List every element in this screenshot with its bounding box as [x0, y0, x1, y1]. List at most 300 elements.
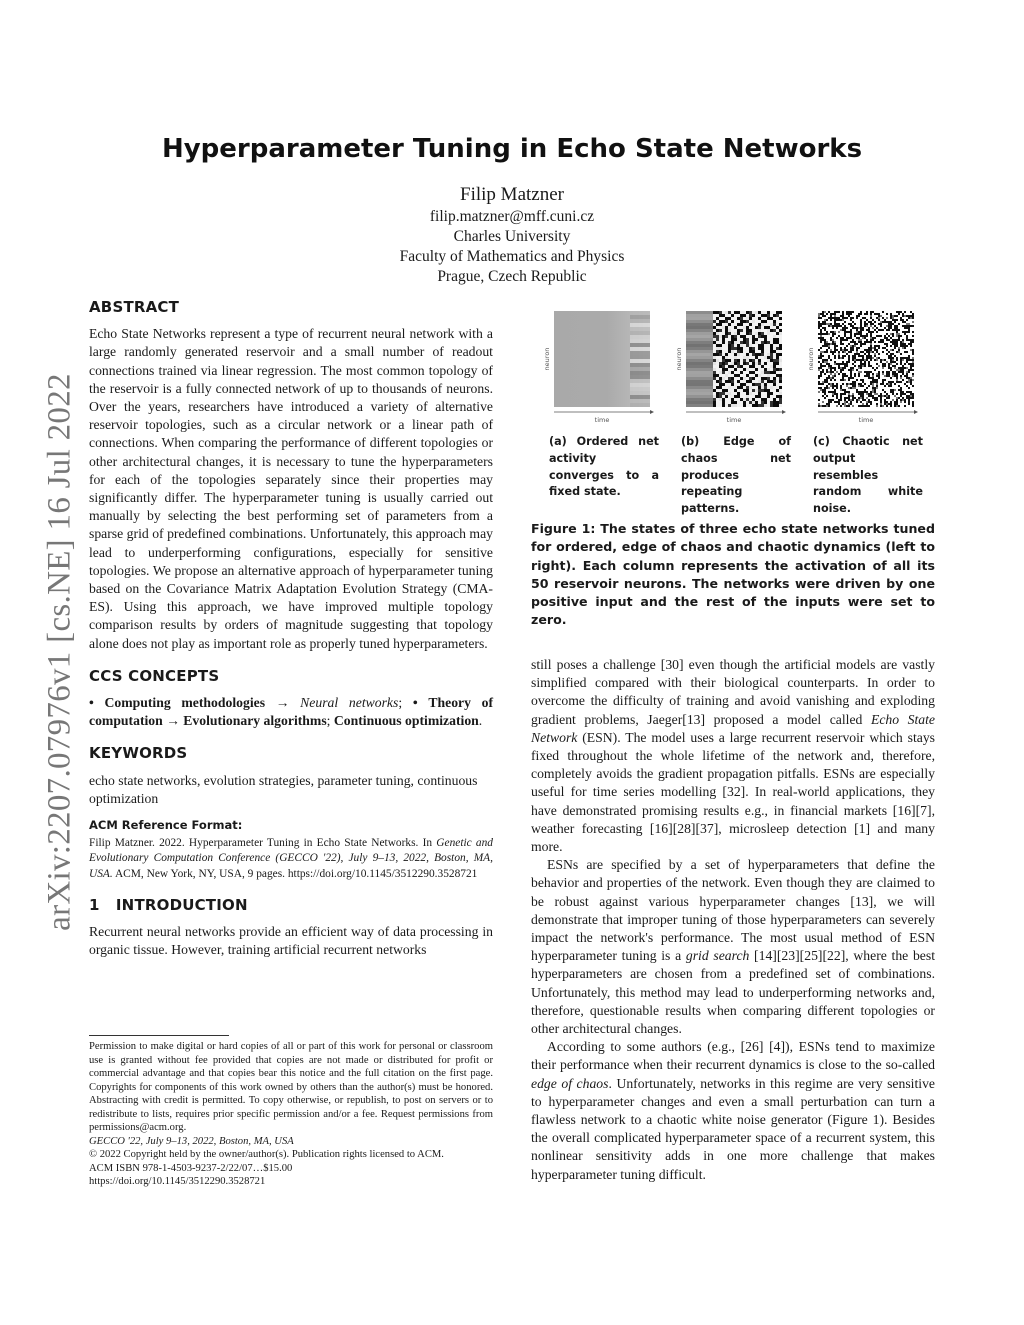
chaotic-texture-cell: [850, 337, 852, 339]
edge-texture-cell: [698, 344, 701, 347]
edge-texture-cell: [701, 359, 704, 362]
edge-texture-cell: [776, 383, 779, 386]
chaotic-texture-cell: [888, 355, 890, 357]
chaotic-texture-cell: [886, 353, 888, 355]
chaotic-texture-cell: [850, 395, 852, 397]
edge-texture-cell: [728, 401, 731, 404]
chaotic-texture-cell: [846, 313, 848, 315]
chaotic-texture-cell: [864, 337, 866, 339]
edge-texture-cell: [770, 386, 773, 389]
chaotic-texture-cell: [852, 363, 854, 365]
chaotic-texture-cell: [852, 339, 854, 341]
chaotic-texture-cell: [900, 369, 902, 371]
edge-texture-cell: [758, 344, 761, 347]
ordered-texture-cell: [630, 331, 650, 335]
edge-texture-cell: [695, 383, 698, 386]
chaotic-texture-cell: [852, 369, 854, 371]
chaotic-texture-cell: [910, 381, 912, 383]
edge-texture-cell: [734, 311, 737, 314]
edge-texture-cell: [686, 374, 689, 377]
edge-texture-cell: [767, 359, 770, 362]
chaotic-texture-cell: [904, 351, 906, 353]
chaotic-texture-cell: [826, 361, 828, 363]
edge-texture-cell: [713, 335, 716, 338]
chaotic-texture-cell: [858, 399, 860, 401]
chaotic-texture-cell: [878, 315, 880, 317]
chaotic-texture-cell: [890, 363, 892, 365]
chaotic-texture-cell: [906, 361, 908, 363]
edge-texture-cell: [740, 362, 743, 365]
edge-texture-cell: [764, 332, 767, 335]
edge-texture-cell: [692, 353, 695, 356]
chaotic-texture-cell: [824, 389, 826, 391]
chaotic-texture-cell: [880, 335, 882, 337]
chaotic-texture-cell: [886, 343, 888, 345]
edge-texture-cell: [779, 386, 782, 389]
edge-texture-cell: [770, 359, 773, 362]
chaotic-texture-cell: [906, 331, 908, 333]
edge-texture-cell: [713, 356, 716, 359]
edge-texture-cell: [707, 329, 710, 332]
chaotic-texture-cell: [872, 397, 874, 399]
chaotic-texture-cell: [886, 349, 888, 351]
chaotic-texture-cell: [818, 321, 820, 323]
edge-texture-cell: [689, 347, 692, 350]
edge-texture-cell: [686, 368, 689, 371]
chaotic-texture-cell: [820, 375, 822, 377]
chaotic-texture-cell: [902, 369, 904, 371]
chaotic-texture-cell: [876, 363, 878, 365]
edge-texture-cell: [758, 326, 761, 329]
chaotic-texture-cell: [886, 403, 888, 405]
edge-texture-cell: [731, 344, 734, 347]
chaotic-texture-cell: [840, 341, 842, 343]
permission-footnote: [89, 1035, 493, 1189]
chaotic-texture-cell: [864, 361, 866, 363]
chaotic-texture-cell: [878, 341, 880, 343]
chaotic-texture-cell: [860, 391, 862, 393]
chaotic-texture-cell: [832, 395, 834, 397]
chaotic-texture-cell: [872, 383, 874, 385]
edge-texture-cell: [761, 404, 764, 407]
chaotic-texture-cell: [824, 333, 826, 335]
chaotic-texture-cell: [822, 321, 824, 323]
chaotic-texture-cell: [820, 313, 822, 315]
edge-texture-cell: [734, 395, 737, 398]
chaotic-texture-cell: [896, 393, 898, 395]
chaotic-texture-cell: [872, 327, 874, 329]
chaotic-texture-cell: [838, 355, 840, 357]
chaotic-texture-cell: [904, 347, 906, 349]
chaotic-texture-cell: [910, 359, 912, 361]
edge-texture-cell: [755, 380, 758, 383]
edge-texture-cell: [746, 347, 749, 350]
edge-texture-cell: [749, 347, 752, 350]
edge-texture-cell: [734, 350, 737, 353]
chaotic-texture-cell: [864, 343, 866, 345]
chaotic-texture-cell: [846, 397, 848, 399]
chaotic-texture-cell: [910, 393, 912, 395]
chaotic-texture-cell: [826, 405, 828, 407]
chaotic-texture-cell: [848, 387, 850, 389]
edge-texture-cell: [704, 404, 707, 407]
edge-texture-cell: [773, 365, 776, 368]
edge-texture-cell: [761, 317, 764, 320]
edge-texture-cell: [734, 320, 737, 323]
edge-texture-cell: [722, 383, 725, 386]
chaotic-texture-cell: [844, 335, 846, 337]
chaotic-texture-cell: [910, 315, 912, 317]
edge-texture-cell: [731, 383, 734, 386]
chaotic-texture-cell: [818, 333, 820, 335]
intro-p3-emphasis: edge of chaos: [531, 1075, 609, 1091]
chaotic-texture-cell: [874, 313, 876, 315]
edge-texture-cell: [740, 326, 743, 329]
edge-texture-cell: [728, 356, 731, 359]
edge-texture-cell: [737, 362, 740, 365]
ccs-concepts: [89, 694, 493, 730]
edge-texture-cell: [707, 383, 710, 386]
chaotic-texture-cell: [894, 341, 896, 343]
edge-texture-cell: [761, 356, 764, 359]
edge-texture-cell: [719, 356, 722, 359]
chaotic-texture-cell: [900, 357, 902, 359]
edge-texture-cell: [716, 404, 719, 407]
chaotic-texture-cell: [910, 349, 912, 351]
edge-texture-cell: [689, 356, 692, 359]
edge-texture-cell: [761, 350, 764, 353]
chaotic-texture-cell: [822, 383, 824, 385]
chaotic-texture-cell: [902, 343, 904, 345]
edge-texture-cell: [692, 365, 695, 368]
chaotic-texture-cell: [876, 383, 878, 385]
edge-texture-cell: [728, 365, 731, 368]
edge-texture-cell: [689, 332, 692, 335]
edge-texture-cell: [725, 398, 728, 401]
edge-texture-cell: [740, 404, 743, 407]
chaotic-texture-cell: [912, 341, 914, 343]
intro-p1-emphasis: Echo State Network: [531, 711, 935, 745]
edge-texture-cell: [737, 347, 740, 350]
edge-texture-cell: [731, 338, 734, 341]
chaotic-texture-cell: [874, 349, 876, 351]
edge-texture-cell: [743, 350, 746, 353]
chaotic-texture-cell: [904, 327, 906, 329]
edge-texture-cell: [722, 359, 725, 362]
chaotic-texture-cell: [906, 315, 908, 317]
edge-texture-cell: [713, 332, 716, 335]
edge-texture-cell: [779, 371, 782, 374]
edge-texture-cell: [761, 335, 764, 338]
edge-texture-cell: [773, 320, 776, 323]
edge-texture-cell: [743, 401, 746, 404]
chaotic-texture-cell: [886, 397, 888, 399]
chaotic-texture-cell: [848, 377, 850, 379]
edge-texture-cell: [686, 344, 689, 347]
chaotic-texture-cell: [844, 317, 846, 319]
chaotic-texture-cell: [824, 361, 826, 363]
chaotic-texture-cell: [830, 349, 832, 351]
chaotic-texture-cell: [840, 397, 842, 399]
edge-texture-cell: [710, 356, 713, 359]
edge-texture-cell: [710, 374, 713, 377]
edge-texture-cell: [779, 365, 782, 368]
edge-texture-cell: [701, 401, 704, 404]
edge-texture-cell: [755, 392, 758, 395]
edge-texture-cell: [707, 371, 710, 374]
edge-texture-cell: [743, 320, 746, 323]
axis-arrow-icon: [650, 410, 654, 414]
chaotic-texture-cell: [828, 363, 830, 365]
chaotic-texture-cell: [818, 381, 820, 383]
edge-texture-cell: [701, 332, 704, 335]
chaotic-texture-cell: [832, 385, 834, 387]
edge-texture-cell: [749, 350, 752, 353]
edge-texture-cell: [749, 371, 752, 374]
chaotic-texture-cell: [888, 329, 890, 331]
chaotic-texture-cell: [880, 321, 882, 323]
chaotic-texture-cell: [868, 377, 870, 379]
chaotic-texture-cell: [874, 379, 876, 381]
edge-texture-cell: [710, 365, 713, 368]
chaotic-texture-cell: [908, 329, 910, 331]
edge-texture-cell: [779, 383, 782, 386]
edge-texture-cell: [698, 332, 701, 335]
chaotic-texture-cell: [898, 311, 900, 313]
edge-texture-cell: [731, 371, 734, 374]
chaotic-texture-cell: [874, 399, 876, 401]
chaotic-texture-cell: [870, 383, 872, 385]
chaotic-texture-cell: [824, 329, 826, 331]
edge-texture-cell: [764, 341, 767, 344]
edge-texture-cell: [713, 311, 716, 314]
edge-texture-cell: [758, 335, 761, 338]
chaotic-texture-cell: [886, 393, 888, 395]
edge-texture-cell: [764, 347, 767, 350]
edge-texture-cell: [767, 347, 770, 350]
chaotic-texture-cell: [856, 337, 858, 339]
edge-texture-cell: [767, 350, 770, 353]
chaotic-texture-cell: [822, 339, 824, 341]
chaotic-texture-cell: [890, 389, 892, 391]
edge-texture-cell: [722, 380, 725, 383]
chaotic-texture-cell: [824, 379, 826, 381]
edge-texture-cell: [689, 311, 692, 314]
chaotic-texture-cell: [860, 339, 862, 341]
edge-texture-cell: [689, 377, 692, 380]
chaotic-texture-cell: [904, 363, 906, 365]
edge-texture-cell: [746, 350, 749, 353]
chaotic-texture-cell: [840, 339, 842, 341]
edge-texture-cell: [701, 347, 704, 350]
chaotic-texture-cell: [820, 351, 822, 353]
edge-texture-cell: [731, 398, 734, 401]
edge-texture-cell: [686, 332, 689, 335]
chaotic-texture-cell: [826, 345, 828, 347]
edge-texture-cell: [725, 359, 728, 362]
edge-texture-cell: [689, 374, 692, 377]
edge-texture-cell: [743, 362, 746, 365]
chaotic-texture-cell: [866, 349, 868, 351]
chaotic-texture-cell: [838, 317, 840, 319]
edge-texture-cell: [728, 371, 731, 374]
chaotic-texture-cell: [838, 319, 840, 321]
chaotic-texture-cell: [904, 343, 906, 345]
chaotic-texture-cell: [912, 335, 914, 337]
chaotic-texture-cell: [828, 345, 830, 347]
ordered-texture-cell: [630, 375, 650, 379]
chaotic-texture-cell: [848, 369, 850, 371]
chaotic-texture-cell: [912, 325, 914, 327]
chaotic-texture-cell: [842, 327, 844, 329]
edge-texture-cell: [752, 392, 755, 395]
chaotic-texture-cell: [860, 361, 862, 363]
edge-texture-cell: [719, 395, 722, 398]
edge-texture-cell: [776, 392, 779, 395]
ordered-activity-plot: [544, 306, 666, 426]
chaotic-texture-cell: [858, 333, 860, 335]
edge-texture-cell: [725, 368, 728, 371]
edge-texture-cell: [725, 335, 728, 338]
edge-texture-cell: [773, 371, 776, 374]
chaotic-texture-cell: [912, 385, 914, 387]
edge-texture-cell: [725, 320, 728, 323]
chaotic-texture-cell: [830, 339, 832, 341]
paper-title: Hyperparameter Tuning in Echo State Networks: [161, 134, 863, 164]
edge-texture-cell: [716, 311, 719, 314]
chaotic-texture-cell: [902, 371, 904, 373]
chaotic-texture-cell: [850, 341, 852, 343]
chaotic-texture-cell: [906, 325, 908, 327]
chaotic-texture-cell: [818, 367, 820, 369]
chaotic-texture-cell: [840, 363, 842, 365]
chaotic-texture-cell: [868, 349, 870, 351]
chaotic-texture-cell: [838, 325, 840, 327]
edge-texture-cell: [755, 368, 758, 371]
edge-texture-cell: [704, 374, 707, 377]
chaotic-texture-cell: [826, 395, 828, 397]
chaotic-texture-cell: [890, 315, 892, 317]
chaotic-texture-cell: [834, 313, 836, 315]
edge-texture-cell: [734, 347, 737, 350]
chaotic-texture-cell: [888, 335, 890, 337]
neuron-axis-label: neuron: [675, 347, 683, 371]
chaotic-texture-cell: [906, 391, 908, 393]
edge-texture-cell: [740, 323, 743, 326]
edge-texture-cell: [755, 314, 758, 317]
chaotic-texture-cell: [838, 331, 840, 333]
chaotic-texture-cell: [898, 323, 900, 325]
edge-texture-cell: [731, 347, 734, 350]
chaotic-texture-cell: [898, 349, 900, 351]
edge-texture-cell: [695, 398, 698, 401]
edge-texture-cell: [743, 347, 746, 350]
chaotic-texture-cell: [836, 395, 838, 397]
chaotic-texture-cell: [820, 317, 822, 319]
edge-texture-cell: [725, 317, 728, 320]
edge-texture-cell: [713, 314, 716, 317]
edge-texture-cell: [722, 350, 725, 353]
edge-texture-cell: [698, 359, 701, 362]
chaotic-texture-cell: [854, 375, 856, 377]
edge-texture-cell: [761, 377, 764, 380]
chaotic-texture-cell: [850, 351, 852, 353]
chaotic-texture-cell: [874, 355, 876, 357]
edge-texture-cell: [767, 374, 770, 377]
chaotic-texture-cell: [868, 373, 870, 375]
edge-texture-cell: [770, 374, 773, 377]
chaotic-texture-cell: [842, 355, 844, 357]
ordered-texture-cell: [630, 367, 650, 371]
edge-texture-cell: [701, 371, 704, 374]
edge-texture-cell: [755, 320, 758, 323]
edge-texture-cell: [743, 323, 746, 326]
edge-texture-cell: [731, 362, 734, 365]
edge-texture-cell: [749, 323, 752, 326]
edge-texture-cell: [749, 356, 752, 359]
edge-texture-cell: [746, 326, 749, 329]
chaotic-texture-cell: [912, 379, 914, 381]
chaotic-texture-cell: [908, 391, 910, 393]
edge-texture-cell: [740, 320, 743, 323]
chaotic-texture-cell: [906, 395, 908, 397]
edge-texture-cell: [773, 389, 776, 392]
chaotic-texture-cell: [868, 395, 870, 397]
edge-texture-cell: [713, 329, 716, 332]
edge-texture-cell: [737, 329, 740, 332]
edge-texture-cell: [767, 401, 770, 404]
chaotic-texture-cell: [882, 363, 884, 365]
chaotic-texture-cell: [826, 379, 828, 381]
chaotic-texture-cell: [886, 373, 888, 375]
chaotic-texture-cell: [912, 321, 914, 323]
chaotic-texture-cell: [898, 385, 900, 387]
chaotic-texture-cell: [846, 401, 848, 403]
chaotic-texture-cell: [898, 337, 900, 339]
chaotic-texture-cell: [908, 369, 910, 371]
chaotic-texture-cell: [908, 371, 910, 373]
edge-texture-cell: [686, 338, 689, 341]
chaotic-texture-cell: [828, 399, 830, 401]
edge-texture-cell: [728, 386, 731, 389]
edge-texture-cell: [737, 377, 740, 380]
edge-texture-cell: [734, 323, 737, 326]
edge-texture-cell: [695, 347, 698, 350]
edge-texture-cell: [713, 359, 716, 362]
chaotic-texture-cell: [912, 395, 914, 397]
chaotic-texture-cell: [832, 375, 834, 377]
acm-reference-publisher: ACM, New York, NY, USA, 9 pages. https://doi.org/10.1145/3512290.3528721: [112, 867, 478, 880]
chaotic-texture-cell: [906, 339, 908, 341]
edge-texture-cell: [731, 332, 734, 335]
chaotic-texture-cell: [906, 319, 908, 321]
edge-texture-cell: [701, 335, 704, 338]
edge-texture-cell: [752, 350, 755, 353]
chaotic-texture-cell: [852, 367, 854, 369]
chaotic-texture-cell: [906, 323, 908, 325]
edge-texture-cell: [749, 392, 752, 395]
chaotic-texture-cell: [882, 321, 884, 323]
permission-text: Permission to make digital or hard copies of all or part of this work for personal or classroom use is granted without fee provided that copies are not made or distributed for profit or commercial advantage and that copies bear this notice and the full citation on the first page. Copyrights for components of this work owned by others than the author(s) must be honored. Abstracting with credit is permitted. To copy otherwise, or republish, to post on servers or to redistribute to lists, requires prior specific permission and/or a fee. Request permissions from permissions@acm.org.: [89, 1041, 493, 1133]
chaotic-texture-cell: [874, 329, 876, 331]
chaotic-texture-cell: [884, 399, 886, 401]
edge-texture-cell: [743, 332, 746, 335]
chaotic-texture-cell: [862, 379, 864, 381]
chaotic-texture-cell: [906, 335, 908, 337]
chaotic-texture-cell: [896, 315, 898, 317]
chaotic-texture-cell: [908, 343, 910, 345]
chaotic-texture-cell: [856, 349, 858, 351]
